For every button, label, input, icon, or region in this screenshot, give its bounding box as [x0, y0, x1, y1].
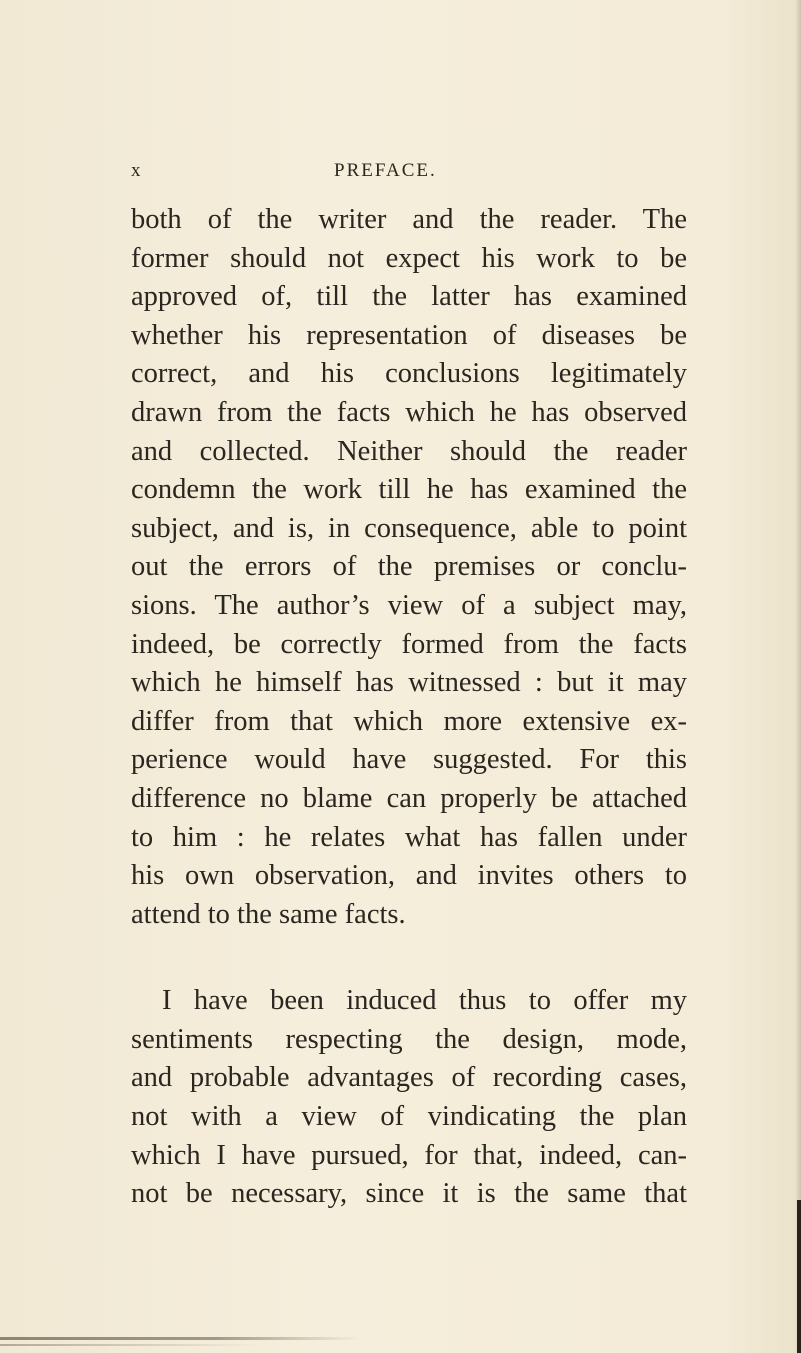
- text-line: indeed, be correctly formed from the facts: [131, 628, 687, 660]
- text-line: sentiments respecting the design, mode,: [131, 1023, 687, 1055]
- text-line: both of the writer and the reader. The: [131, 204, 687, 235]
- text-line: which I have pursued, for that, indeed, can-: [131, 1139, 687, 1171]
- text-line: perience would have suggested. For this: [131, 744, 687, 776]
- text-line: drawn from the facts which he has observed: [131, 396, 687, 428]
- text-line: correct, and his conclusions legitimately: [131, 358, 687, 390]
- page-edge-shadow: [795, 0, 801, 1353]
- paragraph-gap: [131, 934, 687, 982]
- binding-edge: [797, 1200, 801, 1353]
- text-line: condemn the work till he has examined the: [131, 474, 687, 506]
- text-line: and probable advantages of recording cases,: [131, 1062, 687, 1094]
- text-line: to him : he relates what has fallen under: [131, 821, 687, 853]
- text-line: not with a view of vindicating the plan: [131, 1101, 687, 1133]
- text-line: subject, and is, in consequence, able to point: [131, 512, 687, 544]
- page-header: [131, 160, 691, 190]
- page-number: x: [131, 160, 142, 181]
- body-text: [131, 201, 687, 1214]
- text-line: attend to the same facts.: [131, 898, 406, 930]
- text-line: his own observation, and invites others to: [131, 860, 687, 892]
- text-line: former should not expect his work to be: [131, 242, 687, 274]
- text-line: not be necessary, since it is the same that: [131, 1178, 687, 1210]
- text-line: and collected. Neither should the reader: [131, 435, 687, 467]
- text-line: differ from that which more extensive ex-: [131, 705, 687, 737]
- bottom-page-shadow: [0, 1337, 360, 1340]
- text-line: I have been induced thus to offer my: [162, 985, 687, 1017]
- text-line: out the errors of the premises or conclu-: [131, 551, 687, 583]
- bottom-page-shadow: [0, 1344, 260, 1346]
- text-line: which he himself has witnessed : but it may: [131, 667, 687, 699]
- text-line: difference no blame can properly be attached: [131, 782, 687, 814]
- running-head: PREFACE.: [334, 160, 437, 181]
- text-line: sions. The author’s view of a subject may,: [131, 589, 687, 621]
- text-line: approved of, till the latter has examined: [131, 281, 687, 313]
- text-line: whether his representation of diseases be: [131, 319, 687, 351]
